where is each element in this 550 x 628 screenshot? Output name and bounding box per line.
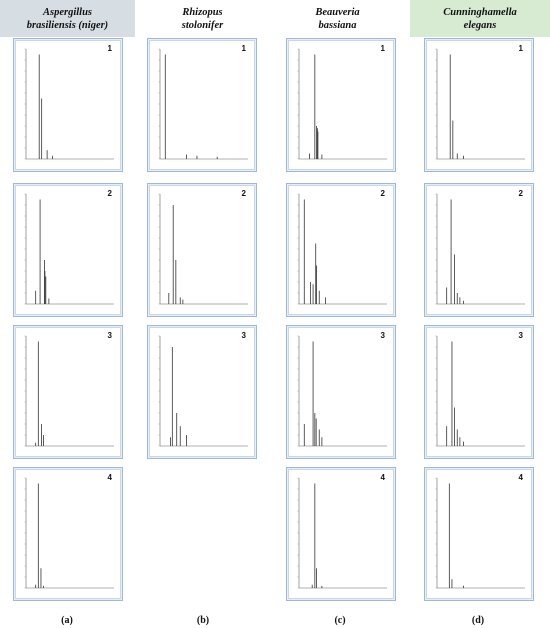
spectrum-panel-c-1 <box>286 38 396 172</box>
panel-number: 3 <box>241 331 246 340</box>
panel-number: 4 <box>107 473 112 482</box>
spectrum-panel-c-2 <box>286 183 396 317</box>
mass-spectrum-plot <box>425 326 533 458</box>
spectrum-panel-a-2 <box>13 183 123 317</box>
spectrum-panel-d-3 <box>424 325 534 459</box>
mass-spectrum-plot <box>14 184 122 316</box>
panel-number: 3 <box>518 331 523 340</box>
panel-number: 4 <box>518 473 523 482</box>
spectrum-panel-a-3 <box>13 325 123 459</box>
panel-number: 3 <box>380 331 385 340</box>
column-header-a <box>0 0 135 37</box>
spectrum-panel-c-4 <box>286 467 396 601</box>
caption-d: (d) <box>471 615 485 626</box>
mass-spectrum-plot <box>148 184 256 316</box>
mass-spectrum-plot <box>14 326 122 458</box>
panel-number: 2 <box>241 189 246 198</box>
spectrum-panel-b-3 <box>147 325 257 459</box>
header-line2: bassiana <box>318 19 357 31</box>
mass-spectrum-plot <box>148 326 256 458</box>
caption-b: (b) <box>196 615 210 626</box>
panel-number: 1 <box>107 44 112 53</box>
spectrum-panel-a-4 <box>13 467 123 601</box>
spectrum-panel-c-3 <box>286 325 396 459</box>
header-line2: brasiliensis (niger) <box>26 19 109 31</box>
panel-number: 2 <box>518 189 523 198</box>
column-header-b <box>135 0 270 37</box>
mass-spectrum-plot <box>425 468 533 600</box>
mass-spectrum-plot <box>14 468 122 600</box>
mass-spectrum-plot <box>148 39 256 171</box>
header-line1: Rhizopus <box>182 6 223 18</box>
panel-number: 1 <box>241 44 246 53</box>
mass-spectrum-plot <box>425 39 533 171</box>
panel-number: 4 <box>380 473 385 482</box>
panel-number: 2 <box>107 189 112 198</box>
header-line2: stolonifer <box>181 19 224 31</box>
column-header-d <box>410 0 550 37</box>
mass-spectrum-plot <box>287 184 395 316</box>
mass-spectrum-plot <box>287 39 395 171</box>
mass-spectrum-plot <box>14 39 122 171</box>
panel-number: 1 <box>518 44 523 53</box>
spectrum-panel-d-1 <box>424 38 534 172</box>
panel-number: 1 <box>380 44 385 53</box>
column-header-c <box>270 0 405 37</box>
header-line1: Cunninghamella <box>443 6 517 18</box>
mass-spectrum-plot <box>425 184 533 316</box>
panel-number: 2 <box>380 189 385 198</box>
mass-spectrum-plot <box>287 468 395 600</box>
spectrum-panel-b-1 <box>147 38 257 172</box>
header-line1: Beauveria <box>315 6 360 18</box>
mass-spectrum-plot <box>287 326 395 458</box>
spectrum-panel-b-2 <box>147 183 257 317</box>
panel-number: 3 <box>107 331 112 340</box>
header-line1: Aspergillus <box>42 6 92 18</box>
header-line2: elegans <box>463 19 497 31</box>
spectrum-panel-d-4 <box>424 467 534 601</box>
caption-c: (c) <box>334 615 346 626</box>
spectrum-panel-d-2 <box>424 183 534 317</box>
spectrum-panel-a-1 <box>13 38 123 172</box>
caption-a: (a) <box>61 615 73 626</box>
